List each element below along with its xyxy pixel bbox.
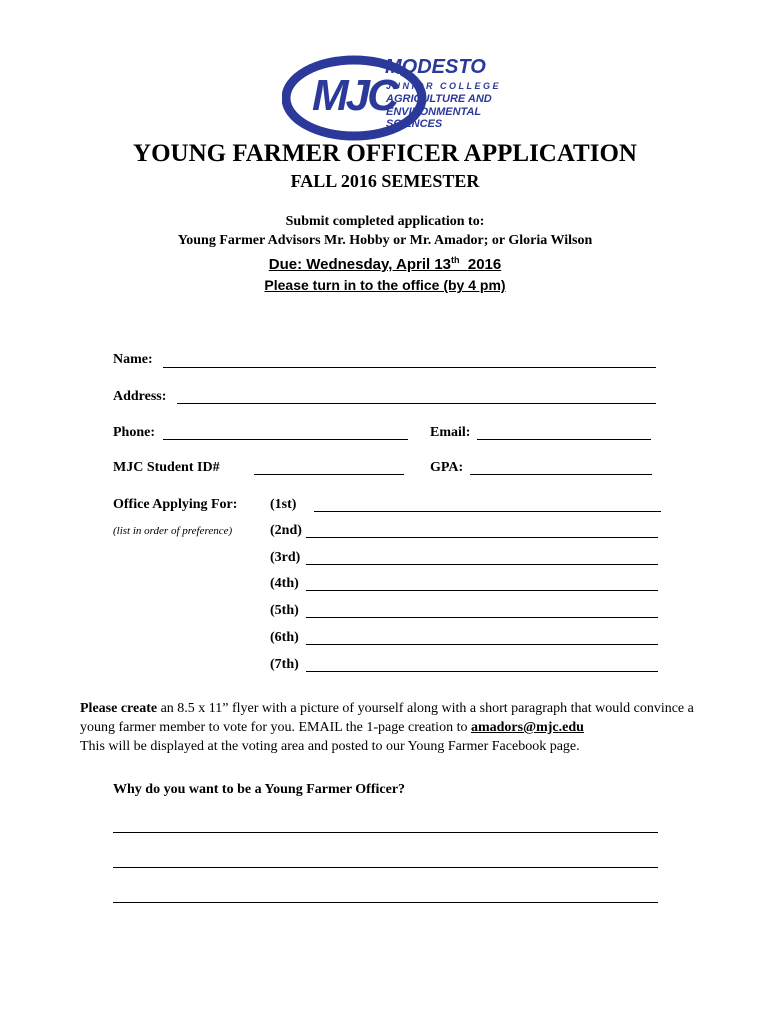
logo-line-1: MODESTO bbox=[385, 56, 486, 78]
logo-line-4: ENVIRONMENTAL SCIENCES bbox=[386, 106, 481, 130]
question-label: Why do you want to be a Young Farmer Officer? bbox=[113, 782, 406, 797]
due-date bbox=[0, 255, 770, 273]
semester: FALL 2016 SEMESTER bbox=[290, 171, 480, 191]
turn-in-note: Please turn in to the office (by 4 pm) bbox=[264, 277, 506, 293]
student-id-field[interactable] bbox=[254, 474, 404, 475]
gpa-field[interactable] bbox=[470, 474, 652, 475]
choice-6-label: (6th) bbox=[270, 630, 299, 645]
instructions-text-2: This will be displayed at the voting area and posted to our Young Farmer Facebook page. bbox=[80, 739, 580, 754]
answer-line-2[interactable] bbox=[113, 867, 658, 868]
answer-line-1[interactable] bbox=[113, 832, 658, 833]
preference-note: (list in order of preference) bbox=[113, 525, 233, 537]
choice-7-label: (7th) bbox=[270, 657, 299, 672]
name-label: Name: bbox=[113, 352, 153, 367]
answer-line-3[interactable] bbox=[113, 902, 658, 903]
choice-7-field[interactable] bbox=[306, 671, 658, 672]
choice-5-label: (5th) bbox=[270, 603, 299, 618]
phone-label: Phone: bbox=[113, 425, 155, 440]
phone-field[interactable] bbox=[163, 439, 408, 440]
due-sup: th bbox=[451, 255, 460, 265]
instructions-email[interactable]: amadors@mjc.edu bbox=[470, 720, 584, 735]
choice-4-label: (4th) bbox=[270, 576, 299, 591]
logo-line-2: JUNIOR COLLEGE bbox=[386, 81, 502, 91]
email-field[interactable] bbox=[477, 439, 651, 440]
logo-mark: MJC bbox=[312, 71, 396, 120]
choice-3-label: (3rd) bbox=[270, 550, 301, 565]
instructions-paragraph bbox=[80, 699, 700, 756]
student-id-label: MJC Student ID# bbox=[113, 460, 220, 475]
choice-3-field[interactable] bbox=[306, 564, 658, 565]
name-field[interactable] bbox=[163, 367, 656, 368]
address-field[interactable] bbox=[177, 403, 656, 404]
college-logo bbox=[282, 52, 522, 142]
choice-1-label: (1st) bbox=[270, 497, 297, 512]
instructions-text-1: an 8.5 x 11” flyer with a picture of yourself along with a short paragraph that would convince a young farmer member to vote for you. EMAIL the 1-page creation to bbox=[80, 701, 694, 735]
choice-2-label: (2nd) bbox=[270, 523, 302, 538]
advisors: Young Farmer Advisors Mr. Hobby or Mr. Amador; or Gloria Wilson bbox=[177, 233, 593, 248]
instructions-lead: Please create bbox=[80, 701, 158, 716]
due-suffix: 2016 bbox=[467, 256, 502, 273]
gpa-label: GPA: bbox=[430, 460, 464, 475]
choice-2-field[interactable] bbox=[306, 537, 658, 538]
choice-1-field[interactable] bbox=[314, 511, 661, 512]
logo-line-3: AGRICULTURE AND bbox=[386, 93, 492, 105]
choice-5-field[interactable] bbox=[306, 617, 658, 618]
page-title: YOUNG FARMER OFFICER APPLICATION bbox=[133, 140, 637, 167]
due-prefix: Due: Wednesday, April 13 bbox=[268, 256, 452, 273]
choice-4-field[interactable] bbox=[306, 590, 658, 591]
address-label: Address: bbox=[113, 389, 167, 404]
email-label: Email: bbox=[430, 425, 471, 440]
submit-to: Submit completed application to: bbox=[285, 214, 485, 229]
office-label: Office Applying For: bbox=[113, 497, 238, 512]
choice-6-field[interactable] bbox=[306, 644, 658, 645]
